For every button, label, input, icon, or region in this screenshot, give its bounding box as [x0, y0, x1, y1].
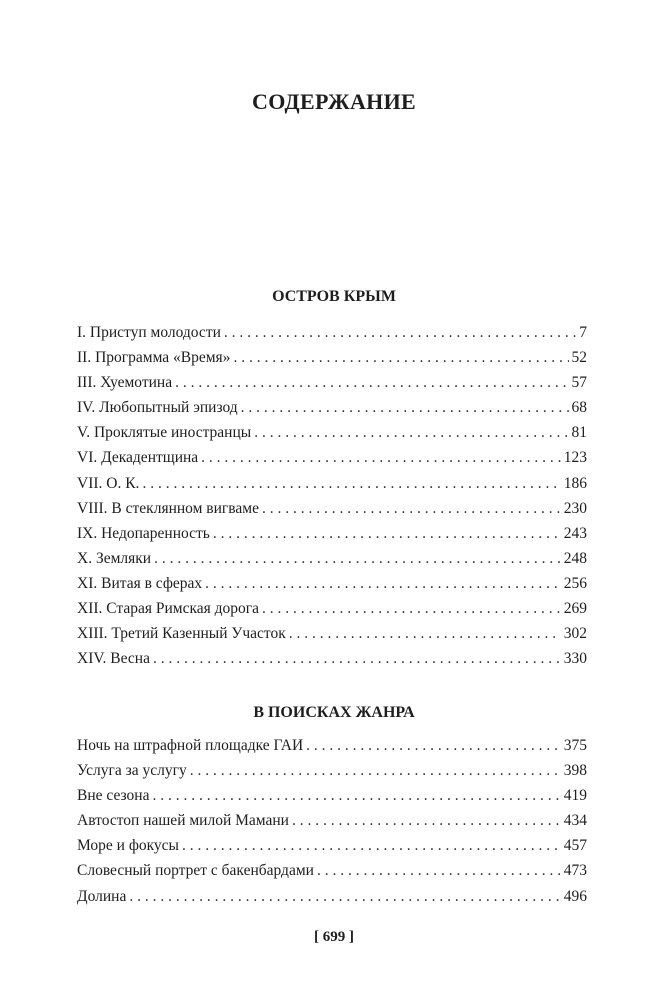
toc-entry-title: Долина	[77, 887, 127, 905]
toc-entry	[77, 571, 587, 596]
toc-entry-page: 52	[571, 349, 587, 367]
toc-entry	[77, 646, 587, 671]
toc-entry	[77, 733, 587, 758]
toc-entry-page: 243	[563, 524, 587, 542]
toc-entry	[77, 858, 587, 883]
toc-entry	[77, 758, 587, 783]
toc-entry	[77, 596, 587, 621]
toc-entry-title: X. Земляки	[77, 549, 152, 567]
dot-leader	[241, 395, 569, 420]
toc-entry	[77, 370, 587, 395]
toc-entry-title: XI. Витая в сферах	[77, 574, 203, 592]
toc-entry-page: 269	[563, 600, 587, 618]
toc-entry	[77, 808, 587, 833]
toc-entry-title: Услуга за услугу	[77, 762, 187, 780]
toc-entry-page: 496	[563, 887, 587, 905]
toc-list	[77, 320, 587, 671]
toc-entry-page: 57	[571, 374, 587, 392]
toc-entry-page: 457	[563, 837, 587, 855]
toc-entry-title: I. Приступ молодости	[77, 324, 221, 341]
dot-leader	[129, 884, 560, 909]
toc-entry-page: 473	[563, 862, 587, 880]
toc-entry-page: 123	[563, 449, 587, 467]
toc-entry-title: Море и фокусы	[77, 837, 179, 855]
dot-leader	[292, 808, 561, 833]
toc-entry-page: 302	[563, 625, 587, 643]
toc-entry	[77, 420, 587, 445]
dot-leader	[205, 571, 561, 596]
toc-entry-title: VI. Декадентщина	[77, 449, 199, 467]
toc-entry	[77, 445, 587, 470]
toc-entry-page: 398	[563, 762, 587, 780]
toc-entry-page: 68	[571, 399, 587, 417]
toc-list	[77, 733, 587, 909]
page-number: [ 699 ]	[314, 929, 354, 945]
toc-entry-title: V. Проклятые иностранцы	[77, 424, 252, 442]
dot-leader	[153, 646, 561, 671]
toc-entry	[77, 546, 587, 571]
toc-entry-page: 256	[563, 574, 587, 592]
dot-leader	[233, 345, 568, 370]
dot-leader	[224, 320, 576, 345]
dot-leader	[317, 858, 561, 883]
toc-entry-page: 7	[579, 324, 587, 341]
toc-entry-page: 330	[563, 650, 587, 668]
toc-entry-title: Словесный портрет с бакенбардами	[77, 862, 314, 880]
toc-entry	[77, 521, 587, 546]
dot-leader	[201, 445, 561, 470]
toc-entry-page: 375	[563, 737, 587, 754]
dot-leader	[175, 370, 568, 395]
toc-entry	[77, 395, 587, 420]
toc-entry-title: II. Программа «Время»	[77, 349, 231, 367]
dot-leader	[142, 471, 560, 496]
dot-leader	[289, 621, 561, 646]
toc-entry-title: XII. Старая Римская дорога	[77, 600, 260, 618]
dot-leader	[154, 546, 561, 571]
toc-entry-title: IV. Любопытный эпизод	[77, 399, 238, 417]
toc-entry-title: XIII. Третий Казенный Участок	[77, 625, 286, 643]
toc-entry-title: XIV. Весна	[77, 650, 150, 668]
section-heading: ОСТРОВ КРЫМ	[272, 288, 396, 305]
toc-entry-page: 434	[563, 812, 587, 830]
dot-leader	[190, 758, 561, 783]
toc-entry	[77, 345, 587, 370]
toc-entry-page: 186	[563, 474, 587, 492]
toc-entry	[77, 884, 587, 909]
toc-entry-page: 230	[563, 499, 587, 517]
toc-entry-title: Вне сезона	[77, 787, 150, 805]
dot-leader	[182, 833, 561, 858]
dot-leader	[152, 783, 560, 808]
toc-entry-title: VIII. В стеклянном вигваме	[77, 499, 259, 517]
toc-entry	[77, 496, 587, 521]
page-title: СОДЕРЖАНИЕ	[252, 89, 416, 114]
toc-entry	[77, 471, 587, 496]
toc-entry-title: VII. О. К.	[77, 474, 140, 492]
toc-entry-page: 248	[563, 549, 587, 567]
section-heading: В ПОИСКАХ ЖАНРА	[253, 704, 415, 721]
dot-leader	[254, 420, 568, 445]
toc-entry-page: 419	[563, 787, 587, 805]
toc-entry	[77, 783, 587, 808]
dot-leader	[262, 596, 561, 621]
toc-entry-title: IX. Недопаренность	[77, 524, 210, 542]
toc-entry	[77, 320, 587, 345]
dot-leader	[213, 521, 561, 546]
toc-entry-title: III. Хуемотина	[77, 374, 173, 392]
toc-entry-page: 81	[571, 424, 587, 442]
toc-entry-title: Ночь на штрафной площадке ГАИ	[77, 737, 304, 754]
dot-leader	[262, 496, 561, 521]
toc-entry	[77, 833, 587, 858]
toc-entry-title: Автостоп нашей милой Мамани	[77, 812, 289, 830]
dot-leader	[306, 733, 561, 758]
toc-entry	[77, 621, 587, 646]
